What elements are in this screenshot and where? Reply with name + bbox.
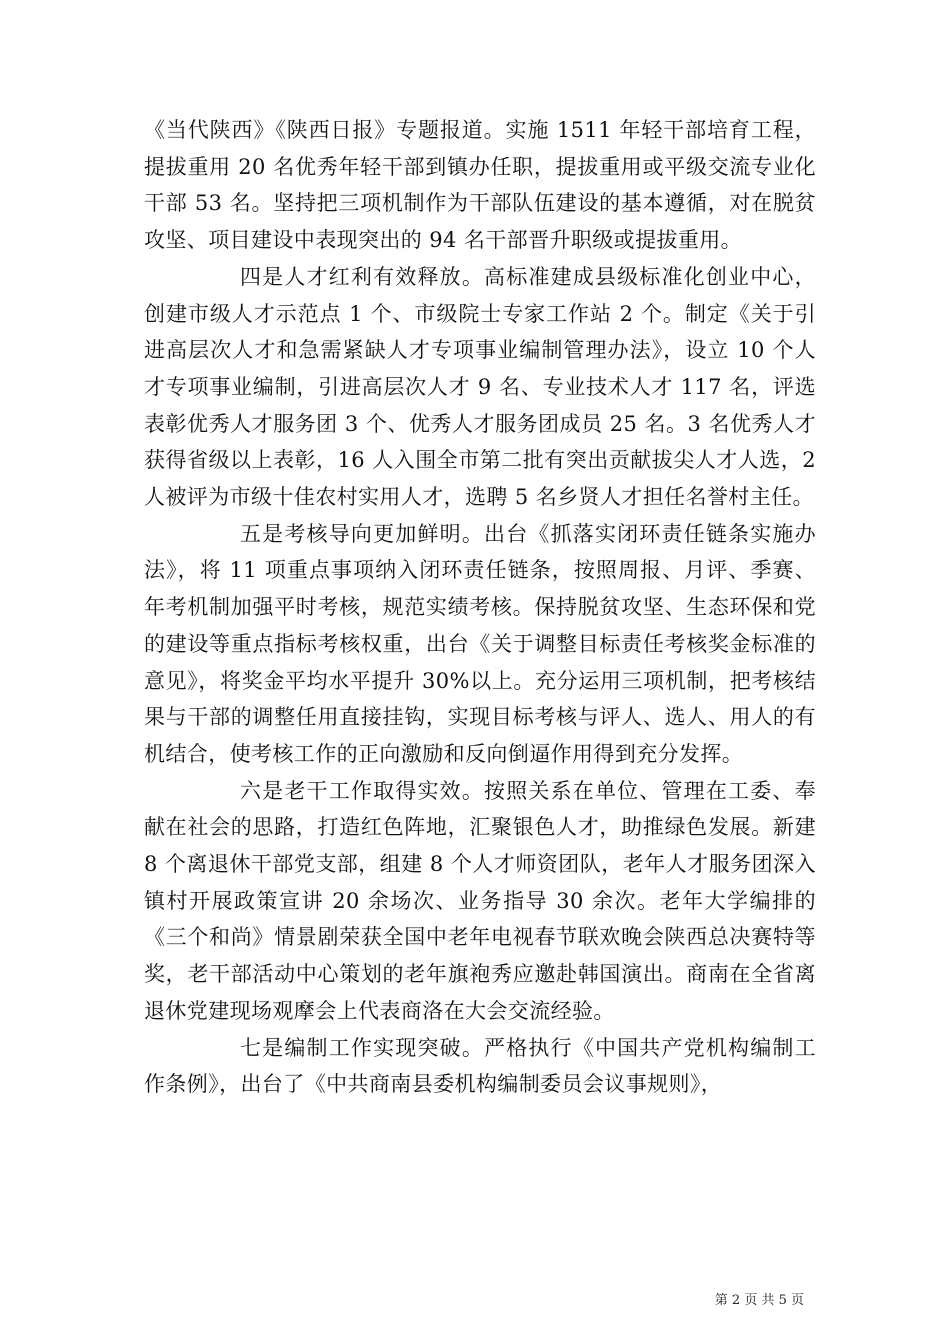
paragraph-5: 七是编制工作实现突破。严格执行《中国共产党机构编制工作条例》，出台了《中共商南县委机构编制委员会议事规则》，	[144, 1035, 816, 1097]
page-number-footer: 第 2 页 共 5 页	[714, 1293, 804, 1308]
paragraph-4: 六是老干工作取得实效。按照关系在单位、管理在工委、奉献在社会的思路，打造红色阵地，汇聚银色人才，助推绿色发展。新建 8 个离退休干部党支部，组建 8 个人才师资团队，老年人才服务团深入镇村开展政策宣讲 20 余场次、业务指导 30 余次。老年大学编排的《三个和尚》情景剧荣获全国中老年电视春节联欢晚会陕西总决赛特等奖，老干部活动中心策划的老年旗袍秀应邀赴韩国演出。商南在全省离退休党建现场观摩会上代表商洛在大会交流经验。	[144, 778, 816, 1023]
paragraph-2: 四是人才红利有效释放。高标准建成县级标准化创业中心，创建市级人才示范点 1 个、市级院士专家工作站 2 个。制定《关于引进高层次人才和急需紧缺人才专项事业编制管理办法》，设立 10 个人才专项事业编制，引进高层次人才 9 名、专业技术人才 117 名，评选表彰优秀人才服务团 3 个、优秀人才服务团成员 25 名。3 名优秀人才获得省级以上表彰，16 人入围全市第二批有突出贡献拔尖人才人选，2 人被评为市级十佳农村实用人才，选聘 5 名乡贤人才担任名誉村主任。	[144, 264, 816, 510]
paragraph-3: 五是考核导向更加鲜明。出台《抓落实闭环责任链条实施办法》，将 11 项重点事项纳入闭环责任链条，按照周报、月评、季赛、年考机制加强平时考核，规范实绩考核。保持脱贫攻坚、生态环保和党的建设等重点指标考核权重，出台《关于调整目标责任考核奖金标准的意见》，将奖金平均水平提升 30%以上。充分运用三项机制，把考核结果与干部的调整任用直接挂钩，实现目标考核与评人、选人、用人的有机结合，使考核工作的正向激励和反向倒逼作用得到充分发挥。	[144, 521, 816, 766]
document-body	[144, 112, 816, 1103]
paragraph-1: 《当代陕西》《陕西日报》专题报道。实施 1511 年轻干部培育工程，提拔重用 20 名优秀年轻干部到镇办任职，提拔重用或平级交流专业化干部 53 名。坚持把三项机制作为干部队伍建设的基本遵循，对在脱贫攻坚、项目建设中表现突出的 94 名干部晋升职级或提拔重用。	[144, 118, 816, 253]
